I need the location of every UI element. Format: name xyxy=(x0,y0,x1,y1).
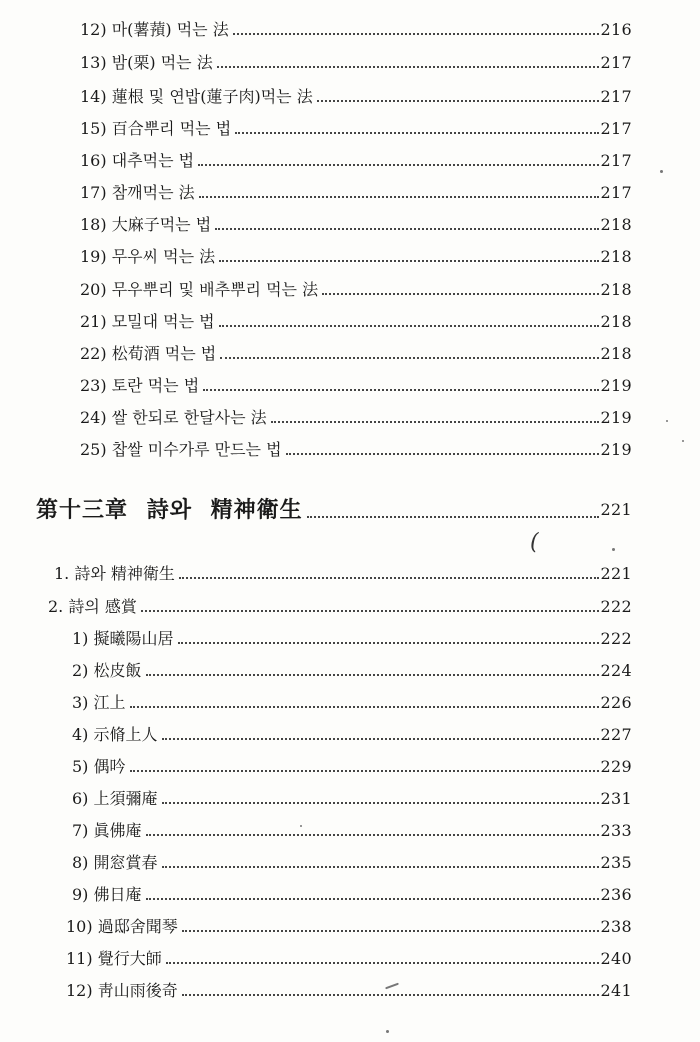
page-number: 218 xyxy=(600,215,632,234)
toc-entry xyxy=(66,916,632,938)
page-number: 224 xyxy=(600,661,632,680)
toc-entry xyxy=(80,214,632,236)
chapter-heading xyxy=(36,496,632,524)
page-number: 236 xyxy=(600,885,632,904)
page-number: 218 xyxy=(600,247,632,266)
page-number: 222 xyxy=(600,629,632,648)
chapter-label: 第十三章 詩와 精神衛生 xyxy=(36,497,303,523)
toc-entry xyxy=(80,19,632,41)
entry-label: 3) 江上 xyxy=(72,693,126,712)
dot-leader xyxy=(307,516,599,518)
toc-entry xyxy=(80,375,632,397)
dot-leader xyxy=(219,325,599,327)
print-speck xyxy=(666,420,668,422)
toc-entry xyxy=(80,343,632,365)
dot-leader xyxy=(141,610,599,612)
page-number: 218 xyxy=(600,312,632,331)
entry-label: 18) 大麻子먹는 법 xyxy=(80,215,212,234)
dot-leader xyxy=(233,33,599,35)
toc-entry xyxy=(72,884,632,906)
dot-leader xyxy=(130,706,599,708)
entry-label: 15) 百合뿌리 먹는 법 xyxy=(80,119,232,138)
page-number: 219 xyxy=(600,440,632,459)
entry-label: 17) 참깨먹는 法 xyxy=(80,183,195,202)
toc-entry xyxy=(80,279,632,301)
entry-label: 4) 示脩上人 xyxy=(72,725,158,744)
dot-leader xyxy=(130,770,599,772)
toc-entry xyxy=(66,980,632,1002)
print-speck xyxy=(300,825,302,827)
dot-leader xyxy=(220,357,598,359)
dot-leader xyxy=(215,228,598,230)
toc-entry xyxy=(80,52,632,74)
dot-leader xyxy=(235,132,598,134)
dot-leader xyxy=(178,642,599,644)
page-number: 219 xyxy=(600,376,632,395)
entry-label: 23) 토란 먹는 법 xyxy=(80,376,200,395)
page-number: 217 xyxy=(600,87,632,106)
toc-entry xyxy=(66,948,632,970)
page-number: 240 xyxy=(600,949,632,968)
toc-entry xyxy=(80,407,632,429)
dot-leader xyxy=(146,898,599,900)
toc-entry xyxy=(80,182,632,204)
dot-leader xyxy=(162,866,599,868)
toc-entry xyxy=(72,788,632,810)
entry-label: 5) 偶吟 xyxy=(72,757,126,776)
page-number: 231 xyxy=(600,789,632,808)
page-number: 222 xyxy=(600,597,632,616)
dot-leader xyxy=(199,196,599,198)
entry-label: 13) 밤(栗) 먹는 法 xyxy=(80,53,213,72)
dot-leader xyxy=(162,802,599,804)
entry-label: 22) 松荀酒 먹는 법 xyxy=(80,344,217,363)
entry-label: 14) 蓮根 및 연밥(蓮子肉)먹는 法 xyxy=(80,87,313,106)
page-number: 217 xyxy=(600,53,632,72)
entry-label: 2. 詩의 感賞 xyxy=(48,597,137,616)
toc-entry xyxy=(72,660,632,682)
print-speck xyxy=(682,440,684,442)
dot-leader xyxy=(219,260,598,262)
entry-label: 21) 모밀대 먹는 법 xyxy=(80,312,215,331)
dot-leader xyxy=(322,293,598,295)
toc-entry xyxy=(80,246,632,268)
dot-leader xyxy=(182,930,599,932)
dot-leader xyxy=(179,577,599,579)
dot-leader xyxy=(198,164,598,166)
entry-label: 6) 上須彌庵 xyxy=(72,789,158,808)
page-number: 219 xyxy=(600,408,632,427)
dot-leader xyxy=(162,738,599,740)
toc-entry xyxy=(72,692,632,714)
entry-label: 7) 眞佛庵 xyxy=(72,821,142,840)
entry-label: 16) 대추먹는 법 xyxy=(80,151,195,170)
pen-mark: ( xyxy=(530,530,539,555)
entry-label: 1. 詩와 精神衛生 xyxy=(54,564,175,583)
entry-label: 19) 무우씨 먹는 法 xyxy=(80,247,216,266)
page-number: 218 xyxy=(600,344,632,363)
page-number: 238 xyxy=(600,917,632,936)
entry-label: 2) 松皮飯 xyxy=(72,661,142,680)
entry-label: 20) 무우뿌리 및 배추뿌리 먹는 法 xyxy=(80,280,319,299)
dot-leader xyxy=(146,834,599,836)
entry-label: 1) 擬曦陽山居 xyxy=(72,629,174,648)
page-number: 233 xyxy=(600,821,632,840)
toc-entry xyxy=(72,820,632,842)
entry-label: 12) 마(薯蕷) 먹는 法 xyxy=(80,20,229,39)
entry-label: 8) 開窓賞春 xyxy=(72,853,158,872)
page-number: 235 xyxy=(600,853,632,872)
page-number: 227 xyxy=(600,725,632,744)
dot-leader xyxy=(203,389,598,391)
toc-entry xyxy=(72,756,632,778)
print-speck xyxy=(386,1030,389,1033)
toc-entry xyxy=(72,852,632,874)
print-speck xyxy=(660,170,663,173)
dot-leader xyxy=(317,100,599,102)
entry-label: 11) 覺行大師 xyxy=(66,949,162,968)
page-number: 218 xyxy=(600,280,632,299)
entry-label: 25) 찹쌀 미수가루 만드는 법 xyxy=(80,440,282,459)
page-number: 241 xyxy=(600,981,632,1000)
toc-entry xyxy=(80,118,632,140)
dot-leader xyxy=(286,453,599,455)
dot-leader xyxy=(166,962,599,964)
toc-entry xyxy=(72,628,632,650)
entry-label: 9) 佛日庵 xyxy=(72,885,142,904)
entry-label: 10) 過邸舍聞琴 xyxy=(66,917,178,936)
toc-entry xyxy=(72,724,632,746)
dot-leader xyxy=(182,994,599,996)
page-number: 221 xyxy=(600,564,632,583)
toc-entry xyxy=(80,311,632,333)
page-number: 217 xyxy=(600,151,632,170)
print-speck xyxy=(612,548,615,551)
entry-label: 24) 쌀 한되로 한달사는 法 xyxy=(80,408,267,427)
page-number: 217 xyxy=(600,183,632,202)
page-number: 229 xyxy=(600,757,632,776)
page-number: 221 xyxy=(600,500,632,519)
page-number: 216 xyxy=(600,20,632,39)
page-number: 226 xyxy=(600,693,632,712)
dot-leader xyxy=(146,674,599,676)
entry-label: 12) 靑山雨後奇 xyxy=(66,981,178,1000)
toc-entry xyxy=(80,86,632,108)
toc-entry xyxy=(80,150,632,172)
page-number: 217 xyxy=(600,119,632,138)
toc-entry xyxy=(48,596,632,618)
dot-leader xyxy=(271,421,599,423)
toc-entry xyxy=(54,563,632,585)
dot-leader xyxy=(217,66,599,68)
toc-entry xyxy=(80,439,632,461)
